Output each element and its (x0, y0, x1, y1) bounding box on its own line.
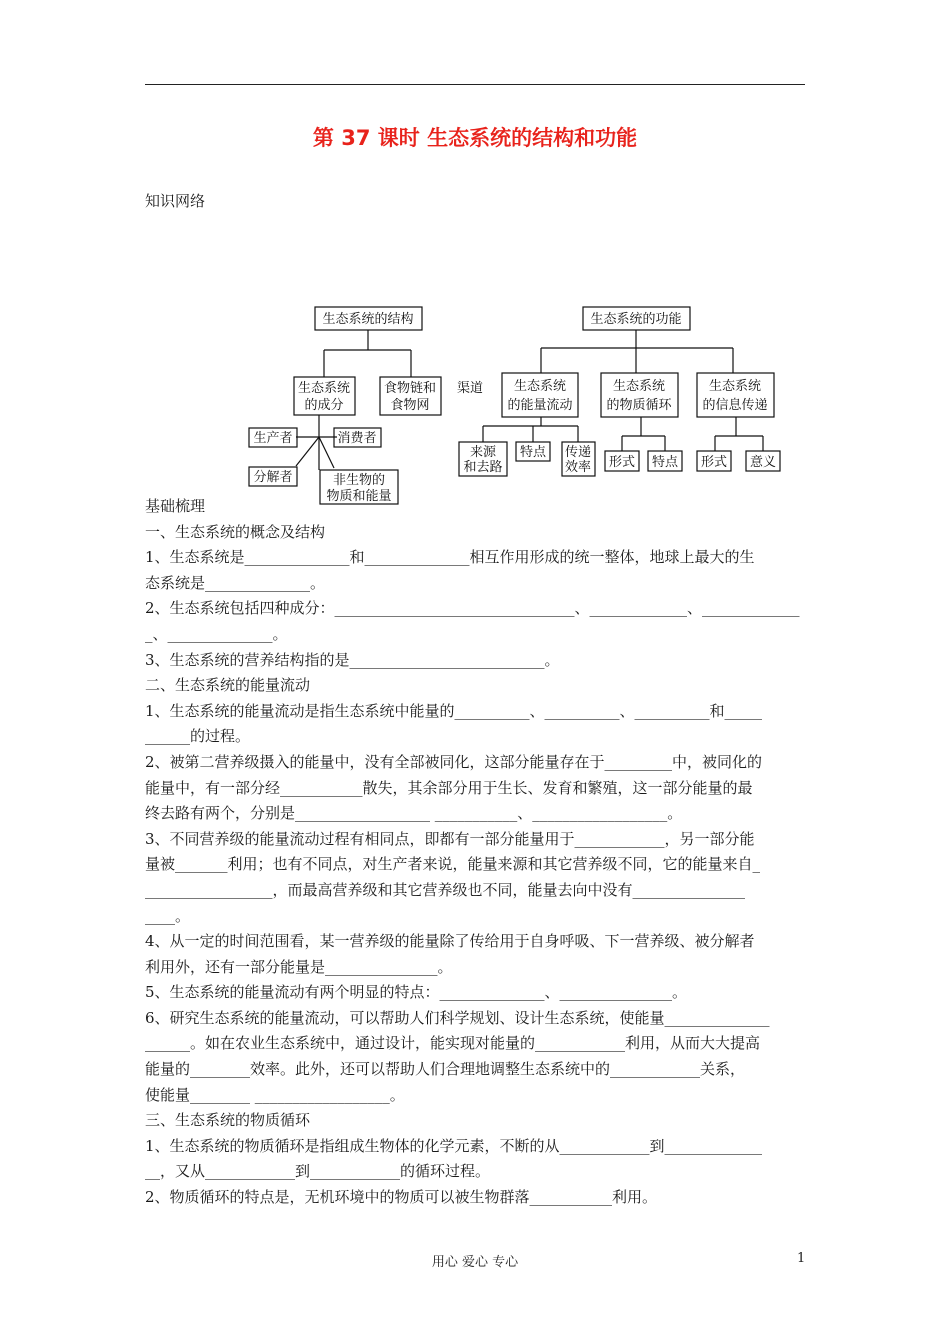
function-label: 生态系统的功能 (590, 312, 682, 327)
transfer-eff-label-1: 传递 (564, 445, 592, 460)
section-2-heading: 二、生态系统的能量流动 (145, 676, 311, 695)
question-1-1-cont: 态系统是______________。 (145, 573, 326, 592)
question-1-1: 1、生态系统是______________和______________相互作用形成的统一整体，地球上最大的生 (145, 548, 755, 567)
composition-label-1: 生态系统 (297, 381, 351, 396)
question-2-3-cont: 量被_______利用；也有不同点，对生产者来说，能量来源和其它营养级不同，它的能量来自_ (145, 855, 761, 874)
question-2-3-cont2: _________________，而最高营养级和其它营养级也不同，能量去向中没有_______________ (145, 880, 746, 899)
info-transfer-label-1: 生态系统 (708, 379, 762, 394)
section-knowledge-network: 知识网络 (145, 192, 206, 210)
consumer-label: 消费者 (337, 431, 377, 446)
food-chain-label-1: 食物链和 (383, 381, 437, 396)
question-2-4: 4、从一定的时间范围看，某一营养级的能量除了传给用于自身呼吸、下一营养级、被分解者 (145, 932, 755, 951)
mc-form-label: 形式 (608, 455, 636, 470)
page-title: 第 37 课时 生态系统的结构和功能 (312, 126, 638, 150)
channel-label: 渠道 (456, 381, 484, 396)
matter-cycle-label-1: 生态系统 (612, 379, 666, 394)
question-3-1-cont: __，又从____________到____________的循环过程。 (145, 1162, 491, 1181)
composition-label-2: 的成分 (304, 398, 344, 413)
structure-label: 生态系统的结构 (322, 312, 414, 327)
question-1-3: 3、生态系统的营养结构指的是__________________________。 (145, 650, 560, 669)
question-3-2: 2、物质循环的特点是，无机环境中的物质可以被生物群落___________利用。 (145, 1188, 658, 1207)
question-3-1: 1、生态系统的物质循环是指组成生物体的化学元素，不断的从____________到_____________ (145, 1136, 763, 1155)
page-number: 1 (797, 1251, 806, 1266)
question-2-5: 5、生态系统的能量流动有两个明显的特点：______________、_______________。 (145, 983, 688, 1002)
section-1-heading: 一、生态系统的概念及结构 (145, 522, 326, 541)
source-sink-label-2: 和去路 (463, 460, 503, 475)
nonliving-label-1: 非生物的 (332, 473, 386, 488)
section-3-heading: 三、生态系统的物质循环 (145, 1111, 311, 1130)
it-meaning-label: 意义 (749, 455, 777, 470)
transfer-eff-label-2: 效率 (564, 460, 592, 475)
question-2-1-cont: ______的过程。 (145, 727, 251, 746)
energy-flow-label-1: 生态系统 (513, 379, 567, 394)
producer-label: 生产者 (253, 431, 293, 446)
content-heading: 基础梳理 (145, 497, 206, 515)
energy-flow-label-2: 的能量流动 (507, 398, 573, 413)
mc-feature-label: 特点 (651, 455, 679, 470)
question-2-1: 1、生态系统的能量流动是指生态系统中能量的__________、__________、__________和_____ (145, 701, 763, 720)
footer-slogan: 用心 爱心 专心 (431, 1255, 519, 1270)
question-2-2-cont: 能量中，有一部分经___________散失，其余部分用于生长、发育和繁殖，这一部分能量的最 (145, 778, 753, 797)
question-2-3: 3、不同营养级的能量流动过程有相同点，即都有一部分能量用于____________，另一部分能 (145, 829, 755, 848)
matter-cycle-label-2: 的物质循环 (606, 398, 672, 413)
question-2-2-cont2: 终去路有两个，分别是__________________ ___________、__________________。 (145, 804, 683, 823)
question-1-2-cont: _、______________。 (145, 624, 288, 643)
info-transfer-label-2: 的信息传递 (702, 398, 768, 413)
ef-feature-label: 特点 (519, 445, 547, 460)
source-sink-label-1: 来源 (469, 445, 497, 460)
food-chain-label-2: 食物网 (390, 398, 430, 413)
concept-diagram (0, 0, 950, 520)
decomposer-label: 分解者 (253, 470, 293, 485)
question-2-6: 6、研究生态系统的能量流动，可以帮助人们科学规划、设计生态系统，使能量______________ (145, 1008, 770, 1027)
question-2-3-cont3: ____。 (145, 906, 191, 925)
question-2-2: 2、被第二营养级摄入的能量中，没有全部被同化，这部分能量存在于_________中，被同化的 (145, 752, 763, 771)
question-1-2: 2、生态系统包括四种成分：________________________________、_____________、_____________ (145, 599, 800, 618)
content-body (145, 494, 807, 1211)
question-2-6-cont2: 能量的________效率。此外，还可以帮助人们合理地调整生态系统中的____________关系， (145, 1060, 746, 1079)
question-2-6-cont: ______。如在农业生态系统中，通过设计，能实现对能量的____________利用，从而大大提高 (145, 1034, 761, 1053)
it-form-label: 形式 (700, 455, 728, 470)
question-2-4-cont: 利用外，还有一部分能量是_______________。 (145, 957, 453, 976)
nonliving-label-2: 物质和能量 (326, 489, 392, 504)
question-2-6-cont3: 使能量________ __________________。 (145, 1085, 405, 1104)
